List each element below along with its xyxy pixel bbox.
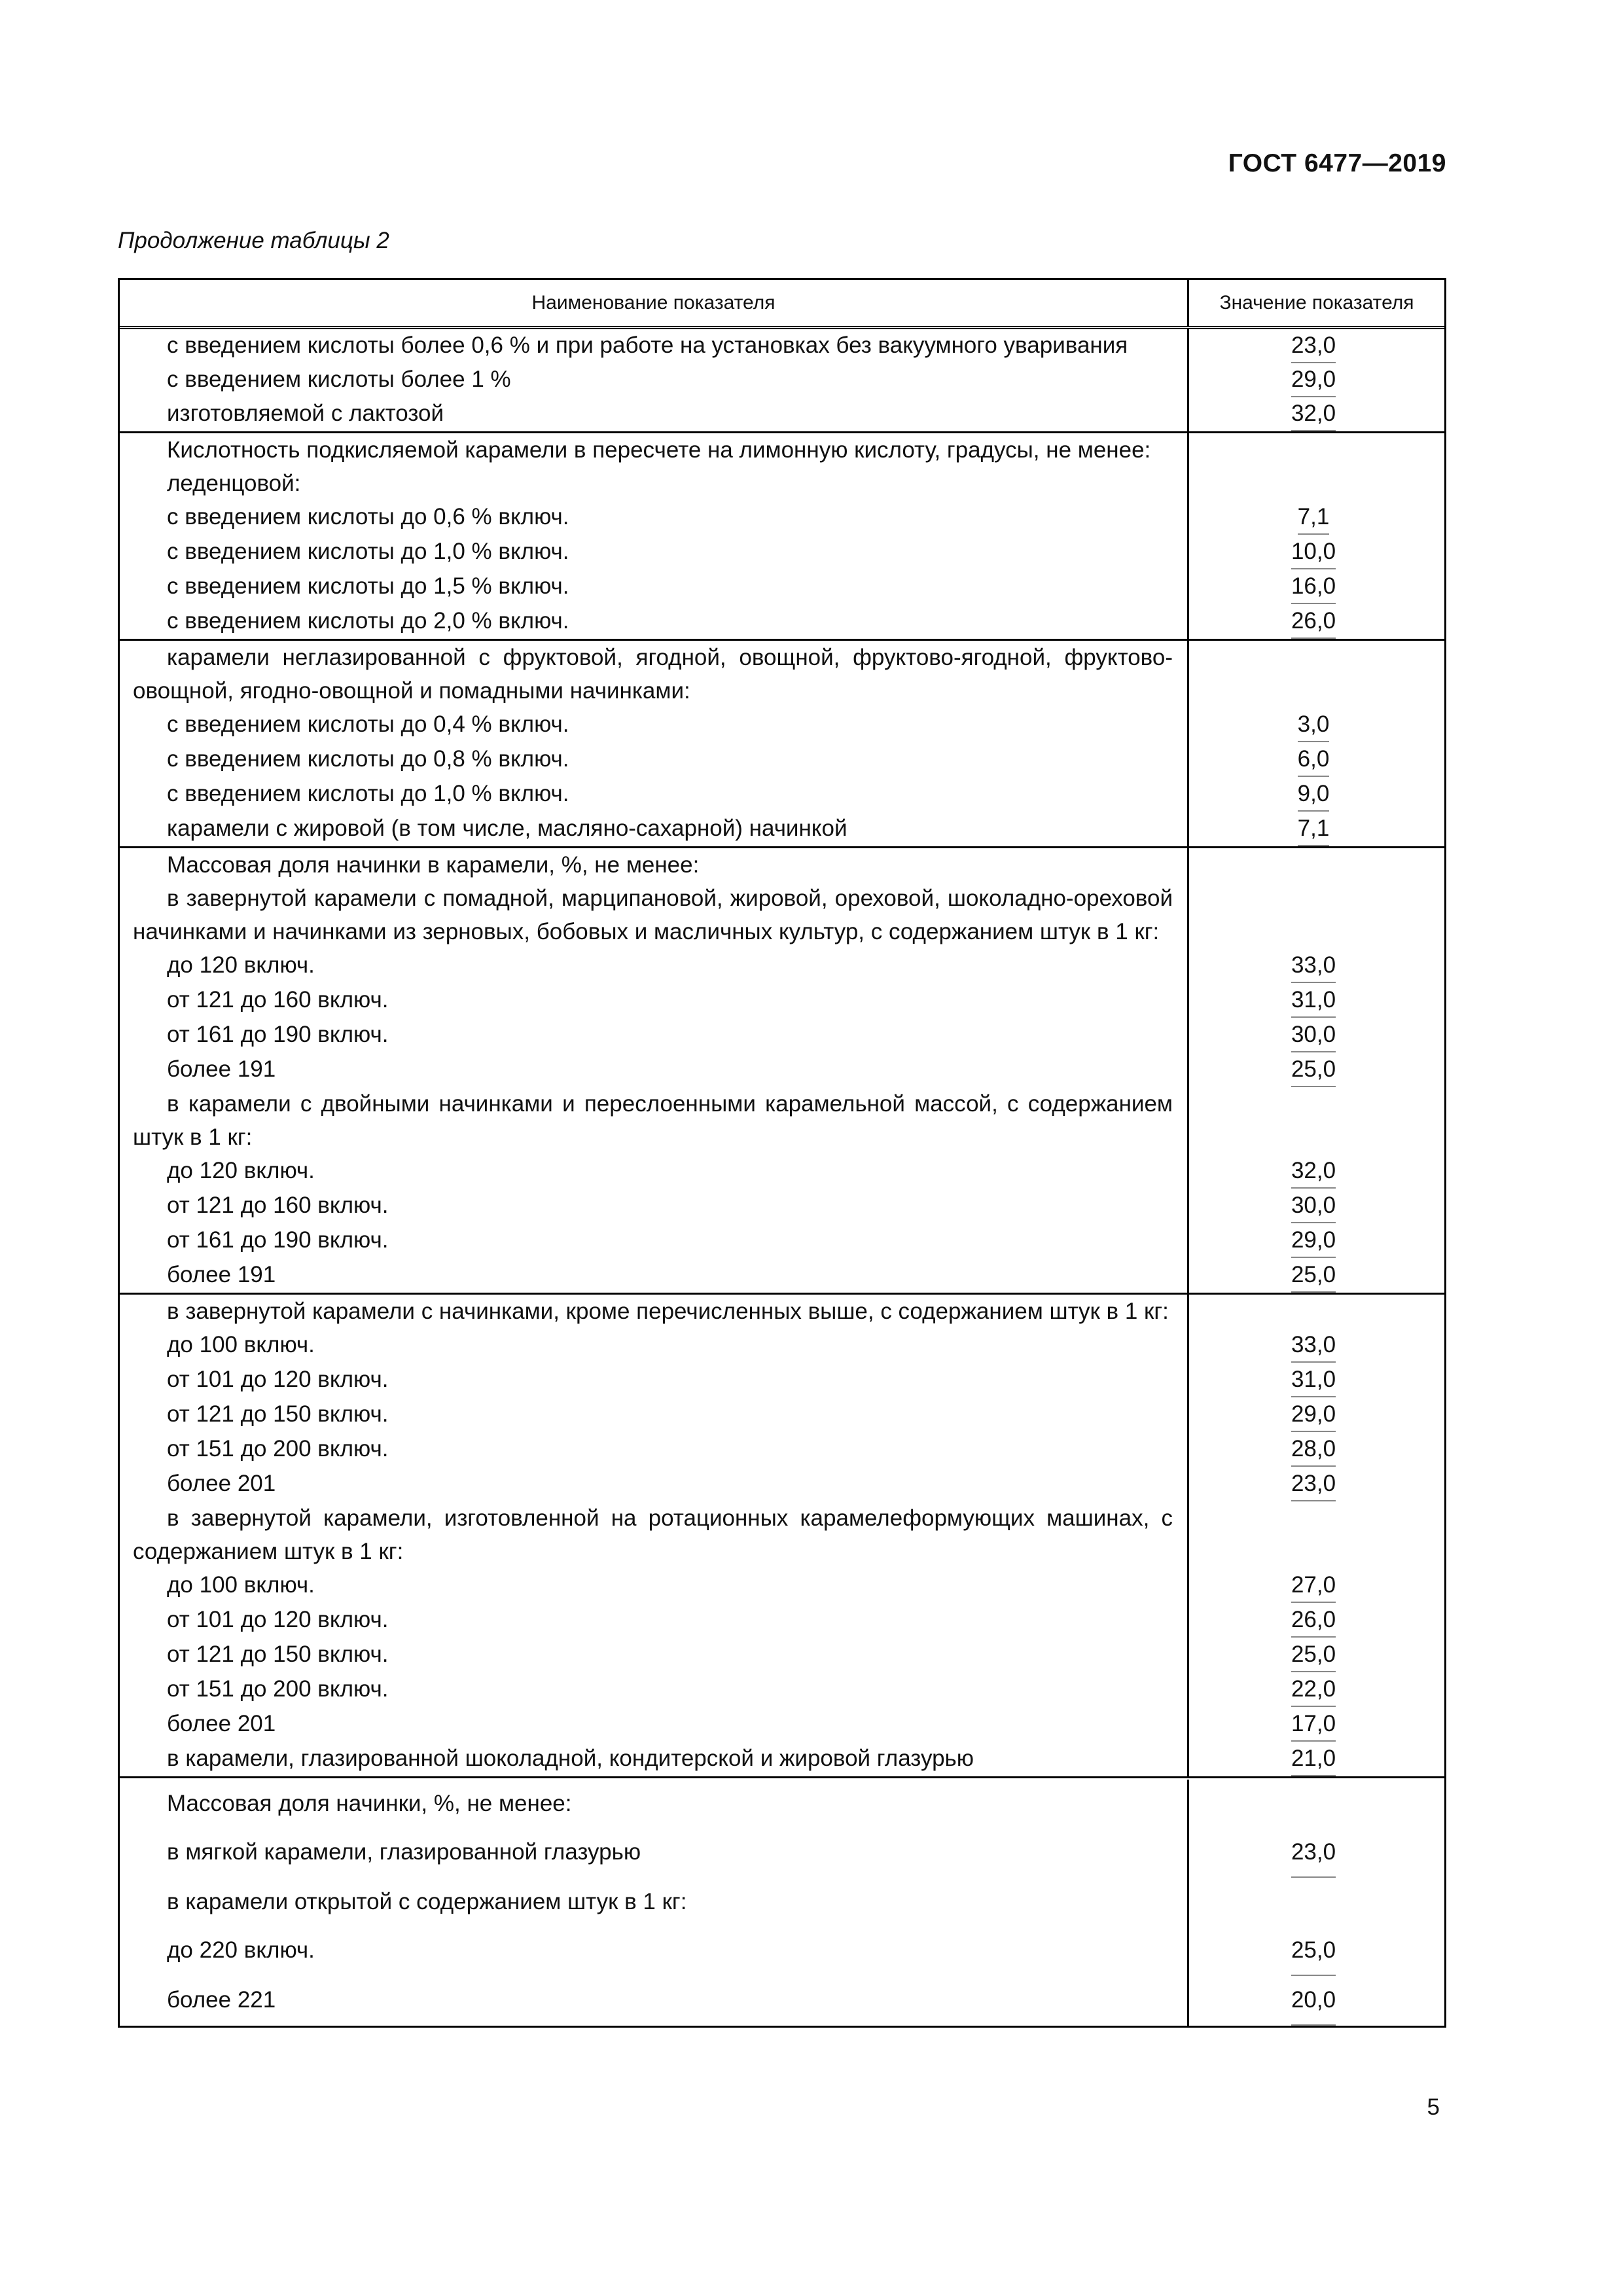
indicator-cell: от 101 до 120 включ.	[120, 1363, 1189, 1397]
indicator-cell: в карамели открытой с содержанием штук в 1 кг:	[120, 1878, 1189, 1926]
indicator-cell: в завернутой карамели, изготовленной на ротационных карамелеформующих машинах, с содержанием штук в 1 кг:	[120, 1501, 1189, 1568]
indicator-cell: в завернутой карамели с начинками, кроме перечисленных выше, с содержанием штук в 1 кг:	[120, 1295, 1189, 1328]
value-cell	[1189, 1223, 1444, 1258]
value-cell	[1189, 1189, 1444, 1223]
table-row	[120, 329, 1444, 363]
value-cell	[1189, 948, 1444, 983]
indicator-cell: в завернутой карамели с помадной, марципановой, жировой, ореховой, шоколадно-ореховой начинками и начинками из зерновых, бобовых и масличных культур, с содержанием штук в 1 кг:	[120, 882, 1189, 948]
indicator-cell: карамели с жировой (в том числе, масляно-сахарной) начинкой	[120, 812, 1189, 846]
table-row	[120, 1467, 1444, 1501]
indicator-cell: более 201	[120, 1467, 1189, 1501]
value-text: 29,0	[1291, 363, 1336, 397]
value-text: 29,0	[1291, 1397, 1336, 1432]
table-row-group	[120, 639, 1444, 846]
table-row	[120, 569, 1444, 604]
value-cell	[1189, 1672, 1444, 1707]
value-cell	[1189, 1154, 1444, 1189]
value-text: 6,0	[1298, 742, 1330, 777]
value-text: 25,0	[1291, 1638, 1336, 1672]
table-body	[120, 329, 1444, 2026]
indicator-cell: более 191	[120, 1052, 1189, 1087]
table-row	[120, 1672, 1444, 1707]
value-cell	[1189, 641, 1444, 708]
indicator-cell: до 120 включ.	[120, 1154, 1189, 1189]
value-cell	[1189, 569, 1444, 604]
value-cell	[1189, 1087, 1444, 1154]
standard-number: ГОСТ 6477—2019	[1228, 149, 1446, 177]
indicator-cell: от 121 до 150 включ.	[120, 1397, 1189, 1432]
value-text: 28,0	[1291, 1432, 1336, 1467]
value-text: 10,0	[1291, 535, 1336, 569]
table-row	[120, 1603, 1444, 1638]
value-text: 22,0	[1291, 1672, 1336, 1707]
table-row	[120, 1926, 1444, 1976]
table-row	[120, 1638, 1444, 1672]
value-cell	[1189, 1258, 1444, 1293]
table-row	[120, 500, 1444, 535]
indicator-cell: от 151 до 200 включ.	[120, 1432, 1189, 1467]
indicator-cell: от 161 до 190 включ.	[120, 1018, 1189, 1052]
indicator-cell: от 161 до 190 включ.	[120, 1223, 1189, 1258]
value-cell	[1189, 397, 1444, 431]
value-text: 23,0	[1291, 329, 1336, 363]
table-row-group	[120, 431, 1444, 639]
value-text: 3,0	[1298, 708, 1330, 742]
table-row	[120, 1828, 1444, 1878]
table-row	[120, 467, 1444, 500]
table-row	[120, 777, 1444, 812]
value-text: 9,0	[1298, 777, 1330, 812]
value-text: 25,0	[1291, 1926, 1336, 1976]
value-text: 25,0	[1291, 1052, 1336, 1087]
table-row-group	[120, 1293, 1444, 1776]
table-row	[120, 1501, 1444, 1568]
value-cell	[1189, 1328, 1444, 1363]
table-row	[120, 1878, 1444, 1926]
table-row	[120, 1154, 1444, 1189]
value-text: 30,0	[1291, 1018, 1336, 1052]
value-cell	[1189, 1397, 1444, 1432]
value-cell	[1189, 848, 1444, 882]
table-row	[120, 1397, 1444, 1432]
table-row	[120, 882, 1444, 948]
value-text: 25,0	[1291, 1258, 1336, 1293]
value-text: 32,0	[1291, 1154, 1336, 1189]
table-row	[120, 1780, 1444, 1828]
value-cell	[1189, 742, 1444, 777]
table-row	[120, 708, 1444, 742]
value-text: 33,0	[1291, 1328, 1336, 1363]
page-number: 5	[1427, 2094, 1440, 2120]
table-continuation-caption: Продолжение таблицы 2	[118, 228, 389, 253]
indicator-cell: с введением кислоты до 1,0 % включ.	[120, 777, 1189, 812]
value-cell	[1189, 1052, 1444, 1087]
value-text: 26,0	[1291, 1603, 1336, 1638]
value-text: 30,0	[1291, 1189, 1336, 1223]
value-cell	[1189, 467, 1444, 500]
indicator-cell: Кислотность подкисляемой карамели в пересчете на лимонную кислоту, градусы, не менее:	[120, 433, 1189, 467]
table-row	[120, 742, 1444, 777]
table-row	[120, 1432, 1444, 1467]
table-row	[120, 1295, 1444, 1328]
table-row	[120, 1568, 1444, 1603]
value-cell	[1189, 1501, 1444, 1568]
value-cell	[1189, 708, 1444, 742]
value-text: 23,0	[1291, 1467, 1336, 1501]
indicator-cell: Массовая доля начинки в карамели, %, не менее:	[120, 848, 1189, 882]
indicator-cell: до 100 включ.	[120, 1328, 1189, 1363]
value-text: 23,0	[1291, 1828, 1336, 1878]
indicator-cell: более 221	[120, 1976, 1189, 2026]
value-cell	[1189, 1018, 1444, 1052]
value-cell	[1189, 329, 1444, 363]
value-cell	[1189, 1603, 1444, 1638]
indicator-cell: с введением кислоты до 1,0 % включ.	[120, 535, 1189, 569]
table-row	[120, 948, 1444, 983]
value-cell	[1189, 1638, 1444, 1672]
value-cell	[1189, 1707, 1444, 1742]
indicator-cell: с введением кислоты до 0,4 % включ.	[120, 708, 1189, 742]
value-cell	[1189, 1926, 1444, 1976]
table-row	[120, 1258, 1444, 1293]
indicator-cell: карамели неглазированной с фруктовой, ягодной, овощной, фруктово-ягодной, фруктово-овощной, ягодно-овощной и помадными начинками:	[120, 641, 1189, 708]
table-row	[120, 983, 1444, 1018]
indicator-cell: до 100 включ.	[120, 1568, 1189, 1603]
table-row	[120, 848, 1444, 882]
table-row	[120, 1976, 1444, 2026]
value-text: 32,0	[1291, 397, 1336, 431]
indicator-cell: от 121 до 160 включ.	[120, 983, 1189, 1018]
table-row	[120, 1189, 1444, 1223]
value-text: 31,0	[1291, 1363, 1336, 1397]
table-row	[120, 1707, 1444, 1742]
indicator-cell: в мягкой карамели, глазированной глазурью	[120, 1828, 1189, 1878]
table-row-group	[120, 329, 1444, 431]
value-text: 27,0	[1291, 1568, 1336, 1603]
value-cell	[1189, 1467, 1444, 1501]
indicator-cell: в карамели, глазированной шоколадной, кондитерской и жировой глазурью	[120, 1742, 1189, 1776]
indicator-cell: более 191	[120, 1258, 1189, 1293]
indicator-cell: с введением кислоты до 1,5 % включ.	[120, 569, 1189, 604]
value-cell	[1189, 882, 1444, 948]
indicator-cell: от 151 до 200 включ.	[120, 1672, 1189, 1707]
value-cell	[1189, 500, 1444, 535]
value-cell	[1189, 812, 1444, 846]
table-row	[120, 641, 1444, 708]
value-text: 33,0	[1291, 948, 1336, 983]
value-cell	[1189, 1878, 1444, 1926]
value-cell	[1189, 777, 1444, 812]
indicator-cell: в карамели с двойными начинками и переслоенными карамельной массой, с содержанием штук в 1 кг:	[120, 1087, 1189, 1154]
value-cell	[1189, 983, 1444, 1018]
value-cell	[1189, 433, 1444, 467]
value-cell	[1189, 1363, 1444, 1397]
table-row-group	[120, 846, 1444, 1293]
indicator-cell: с введением кислоты до 2,0 % включ.	[120, 604, 1189, 639]
value-text: 31,0	[1291, 983, 1336, 1018]
table-row	[120, 1328, 1444, 1363]
table-row	[120, 812, 1444, 846]
indicator-cell: более 201	[120, 1707, 1189, 1742]
indicator-cell: с введением кислоты более 1 %	[120, 363, 1189, 397]
column-header-value: Значение показателя	[1219, 292, 1414, 314]
value-text: 20,0	[1291, 1976, 1336, 2026]
table-row	[120, 604, 1444, 639]
table-row	[120, 1742, 1444, 1776]
indicator-cell: от 121 до 160 включ.	[120, 1189, 1189, 1223]
table-row	[120, 1363, 1444, 1397]
table-row	[120, 1087, 1444, 1154]
value-text: 21,0	[1291, 1742, 1336, 1776]
indicator-cell: с введением кислоты более 0,6 % и при работе на установках без вакуумного уваривания	[120, 329, 1189, 363]
indicator-cell: изготовляемой с лактозой	[120, 397, 1189, 431]
indicator-cell: от 101 до 120 включ.	[120, 1603, 1189, 1638]
table-row	[120, 397, 1444, 431]
indicator-cell: с введением кислоты до 0,6 % включ.	[120, 500, 1189, 535]
value-cell	[1189, 1780, 1444, 1828]
value-cell	[1189, 1432, 1444, 1467]
indicator-cell: до 120 включ.	[120, 948, 1189, 983]
value-text: 16,0	[1291, 569, 1336, 604]
table-row	[120, 433, 1444, 467]
value-cell	[1189, 1568, 1444, 1603]
table-row	[120, 1223, 1444, 1258]
table-row-group	[120, 1776, 1444, 2026]
value-text: 7,1	[1298, 812, 1330, 846]
indicator-cell: от 121 до 150 включ.	[120, 1638, 1189, 1672]
value-text: 17,0	[1291, 1707, 1336, 1742]
indicators-table	[118, 278, 1446, 2028]
indicator-cell: Массовая доля начинки, %, не менее:	[120, 1780, 1189, 1828]
table-row	[120, 1018, 1444, 1052]
value-cell	[1189, 535, 1444, 569]
table-row	[120, 1052, 1444, 1087]
value-cell	[1189, 604, 1444, 639]
indicator-cell: до 220 включ.	[120, 1926, 1189, 1976]
value-cell	[1189, 1295, 1444, 1328]
value-text: 26,0	[1291, 604, 1336, 639]
value-text: 7,1	[1298, 500, 1330, 535]
value-cell	[1189, 1828, 1444, 1878]
table-row	[120, 535, 1444, 569]
value-text: 29,0	[1291, 1223, 1336, 1258]
value-cell	[1189, 1976, 1444, 2026]
indicator-cell: леденцовой:	[120, 467, 1189, 500]
table-row	[120, 363, 1444, 397]
value-cell	[1189, 363, 1444, 397]
column-header-indicator: Наименование показателя	[120, 280, 1189, 326]
value-cell	[1189, 1742, 1444, 1776]
indicator-cell: с введением кислоты до 0,8 % включ.	[120, 742, 1189, 777]
table-header-row	[120, 280, 1444, 329]
